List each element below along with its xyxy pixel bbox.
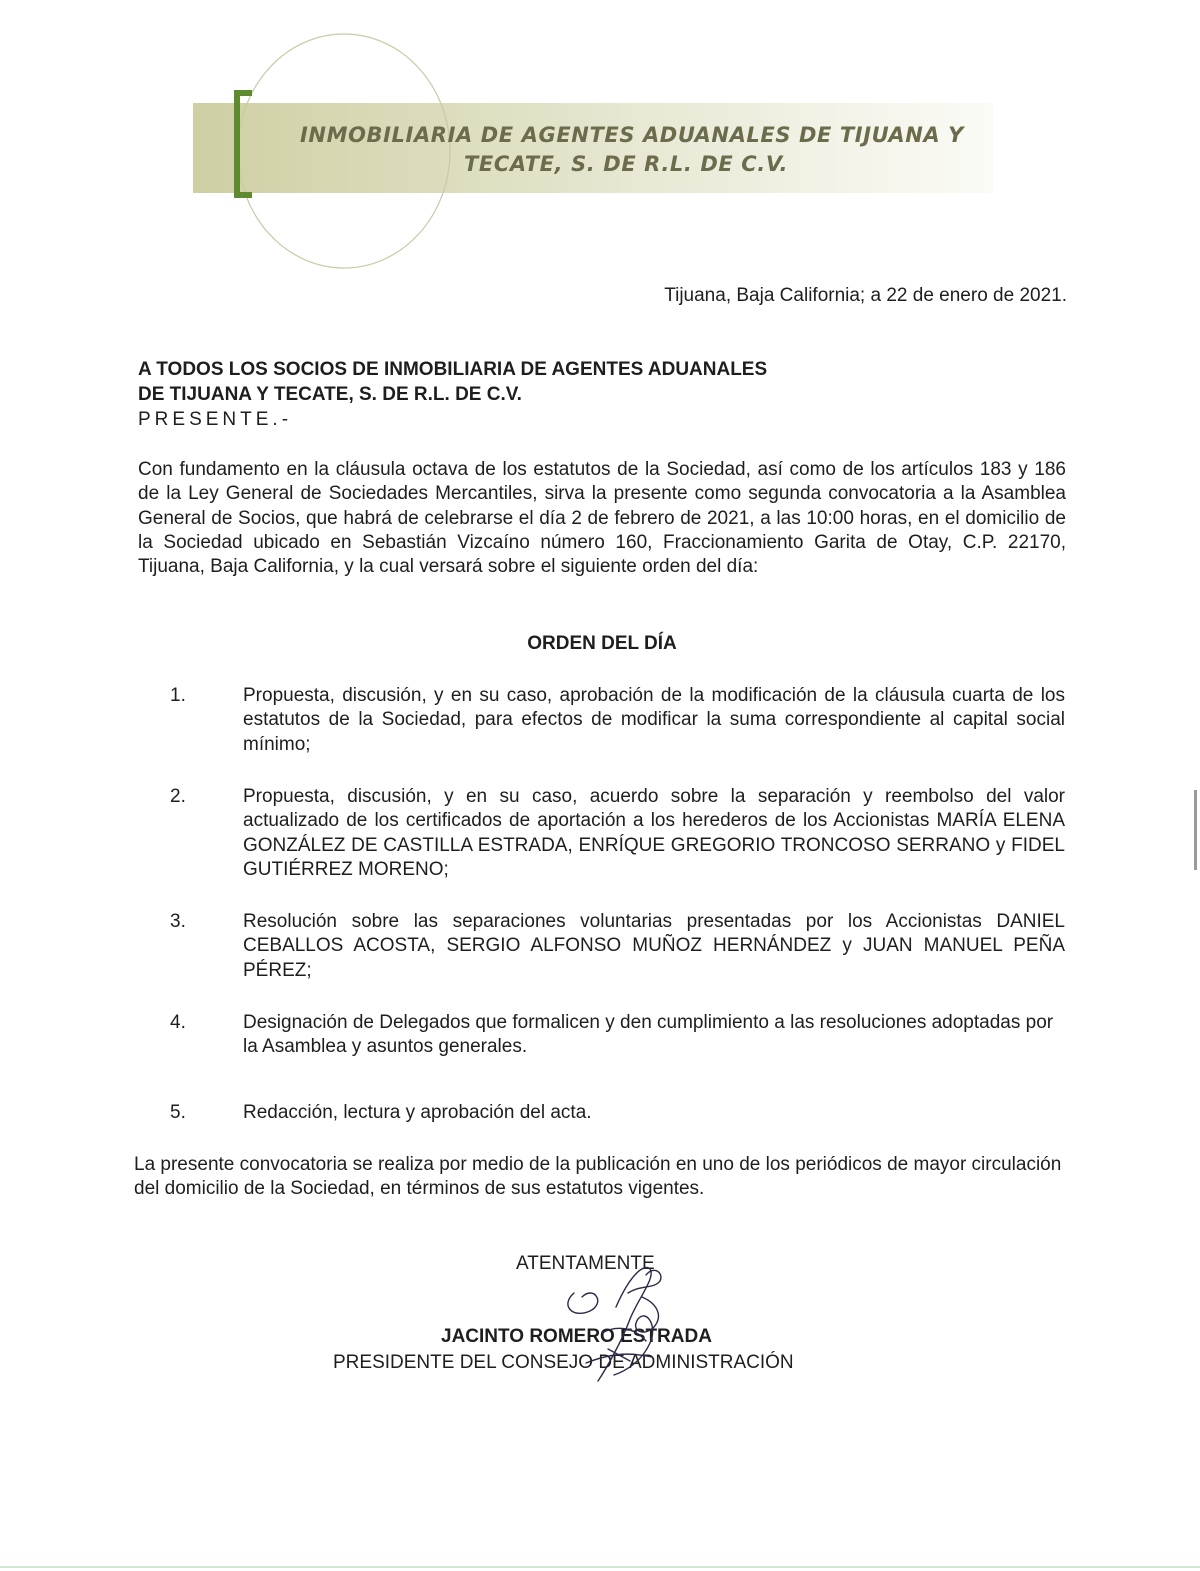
signatory-role: PRESIDENTE DEL CONSEJO DE ADMINISTRACIÓN [333,1352,794,1373]
body-paragraph: Con fundamento en la cláusula octava de los estatutos de la Sociedad, así como de los artículos 183 y 186 de la Ley General de Sociedades Mercantiles, sirva la presente como segunda convocatoria a la Asamblea General de Socios, que habrá de celebrarse el día 2 de febrero de 2021, a las 10:00 horas, en el domicilio de la Sociedad ubicado en Sebastián Vizcaíno número 160, Fraccionamiento Garita de Otay, C.P. 22170, Tijuana, Baja California, y la cual versará sobre el siguiente orden del día: [138,459,1066,578]
addressee-line1: A TODOS LOS SOCIOS DE INMOBILIARIA DE AGENTES ADUANALES [138,359,768,380]
agenda-item-text: Redacción, lectura y aprobación del acta. [243,1102,592,1123]
company-name [300,121,1000,179]
company-name-line1: INMOBILIARIA DE AGENTES ADUANALES DE TIJUANA Y [300,123,964,147]
agenda-item-number: 1. [170,685,186,706]
agenda-item-text: Propuesta, discusión, y en su caso, aprobación de la modificación de la cláusula cuarta de los estatutos de la Sociedad, para efectos de modificar la suma correspondiente al capital social mínimo; [243,685,1065,755]
signature-greeting: ATENTAMENTE [516,1253,655,1274]
agenda-item [170,1011,1070,1060]
letter-date: Tijuana, Baja California; a 22 de enero de 2021. [664,285,1067,306]
agenda-item [170,684,1070,757]
agenda-item-text: Designación de Delegados que formalicen y den cumplimiento a las resoluciones adoptadas por la Asamblea y asuntos generales. [243,1012,1054,1058]
addressee-line2: DE TIJUANA Y TECATE, S. DE R.L. DE C.V. [138,384,522,405]
agenda-title: ORDEN DEL DÍA [527,633,677,654]
agenda-item-text: Resolución sobre las separaciones voluntarias presentadas por los Accionistas DANIEL CEBALLOS ACOSTA, SERGIO ALFONSO MUÑOZ HERNÁNDEZ y JUAN MANUEL PEÑA PÉREZ; [243,911,1065,981]
addressee-block [138,357,767,432]
agenda-item-number: 2. [170,786,186,807]
addressee-present: PRESENTE.- [138,409,293,430]
agenda-item [170,910,1070,983]
scan-bottom-edge [0,1566,1200,1568]
letterhead-bracket-logo [232,90,254,198]
closing-paragraph: La presente convocatoria se realiza por medio de la publicación en uno de los periódicos de mayor circulación del domicilio de la Sociedad, en términos de sus estatutos vigentes. [134,1154,1062,1200]
signatory-name: JACINTO ROMERO ESTRADA [441,1326,712,1347]
letterhead [0,0,1200,300]
agenda-item [170,1101,1070,1125]
agenda-item-number: 3. [170,911,186,932]
handwritten-signature [546,1245,696,1395]
agenda-item [170,785,1070,882]
scan-edge-mark [1194,790,1197,870]
agenda-item-number: 5. [170,1102,186,1123]
agenda-item-number: 4. [170,1012,186,1033]
company-name-line2: TECATE, S. DE R.L. DE C.V. [464,152,789,176]
agenda-item-text: Propuesta, discusión, y en su caso, acuerdo sobre la separación y reembolso del valor actualizado de los certificados de aportación a los herederos de los Accionistas MARÍA ELENA GONZÁLEZ DE CASTILLA ESTRADA, ENRÍQUE GREGORIO TRONCOSO SERRANO y FIDEL GUTIÉRREZ MORENO; [243,786,1065,880]
